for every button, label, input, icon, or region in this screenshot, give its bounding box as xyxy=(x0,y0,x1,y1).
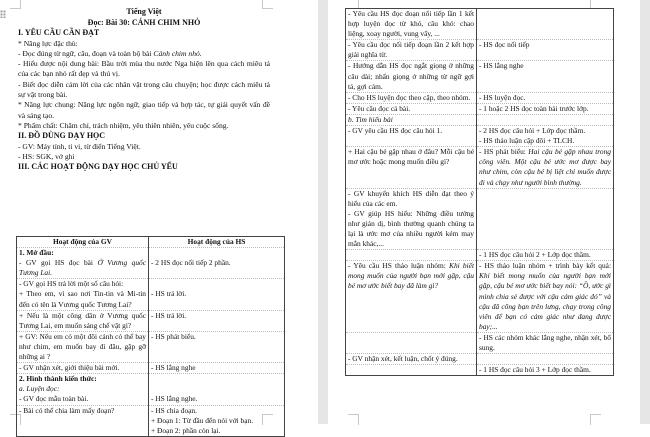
cell-text: - GV yêu cầu HS đọc câu hỏi 1. xyxy=(346,126,477,147)
margin-corner-mark xyxy=(590,414,601,425)
cell-text: - 1 HS đọc câu hỏi 2 + Lớp đọc thầm. xyxy=(477,250,614,261)
cell-text: - Yêu cầu đọc nối tiếp đoạn lần 2 kết hợp giải nghĩa từ. xyxy=(346,40,477,61)
column-header-gv: Hoạt động của GV xyxy=(17,237,149,248)
section-heading: I. YÊU CẦU CẦN ĐẠT xyxy=(18,28,100,37)
cell-text: - HS luyện đọc. xyxy=(477,92,614,103)
cell-text: - Bài có thể chia làm mấy đoạn? xyxy=(17,405,149,436)
cell-text: - GV gọi HS đọc bài xyxy=(19,258,98,268)
cell-text: - GV đọc mẫu toàn bài. xyxy=(19,394,89,404)
cell-text: - 1 hoặc 2 HS đọc toàn bài trước lớp. xyxy=(477,103,614,114)
section-heading: II. ĐỒ DÙNG DẠY HỌC xyxy=(18,131,106,141)
document-page-right xyxy=(328,0,640,424)
cell-text-italic: Khi biết mong muốn của người bạn mới gặp, cậu bé mơ ước biết bay đã làm gì? xyxy=(348,261,475,291)
subject-title: Tiếng Việt xyxy=(126,7,162,16)
cell-text: - 2 HS đọc nối tiếp 2 phần. xyxy=(151,258,231,268)
cell-text: - GV gọi HS trả lời một số câu hỏi: xyxy=(19,279,124,289)
table-row xyxy=(346,354,614,365)
cell-text: - HS phát biểu: xyxy=(479,147,529,157)
table-row xyxy=(346,188,614,250)
cell-heading: 2. Hình thành kiến thức: xyxy=(19,374,97,384)
table-row xyxy=(346,147,614,188)
text-line: - GV: Máy tính, ti vi, từ điển Tiếng Việt. xyxy=(18,141,141,151)
page-gutter xyxy=(318,0,328,424)
table-row xyxy=(346,114,614,125)
cell-text-italic: a. Luyện đọc: xyxy=(19,384,60,394)
table-row xyxy=(346,250,614,261)
cell-text: - Hướng dẫn HS đọc ngắt giọng ở những câu dài; nhấn giọng ở những từ ngữ gợi tả, gợi cảm. xyxy=(346,61,477,92)
cell-text: - GV khuyến khích HS diễn đạt theo ý hiểu của các em. xyxy=(348,188,474,208)
text-line: - Biết đọc diễn cảm lời của các nhân vật trong câu chuyện; học được cách miêu tả sự vật trong bài. xyxy=(18,79,270,99)
text-line: * Phẩm chất: Chăm chỉ, trách nhiệm, yêu thiên nhiên, yêu cuộc sống. xyxy=(18,120,229,130)
cell-text: - HS phát biểu. xyxy=(149,331,285,362)
cell-text: - Cho HS luyện đọc theo cặp, theo nhóm. xyxy=(346,92,477,103)
text-line: * Năng lực chung: Năng lực ngôn ngữ, giao tiếp và hợp tác, tự giải quyết vấn đề và sáng tạo. xyxy=(18,100,270,120)
table-row xyxy=(346,40,614,61)
cell-text: - HS chia đoạn. xyxy=(151,405,197,415)
table-row xyxy=(346,365,614,376)
cell-text-italic: Hai cậu bé gặp nhau trong công viên. Một cậu bé ước mơ được bay như chim, còn cậu bé bị liệt chỉ muốn được đi và chạy như người bình thường. xyxy=(479,147,611,187)
text-line: - Đọc đúng từ ngữ, câu, đoạn và toàn bộ bài Cánh chim nhỏ. xyxy=(18,48,202,58)
cell-text: - HS các nhóm khác lắng nghe, nhận xét, bổ sung. xyxy=(477,332,614,353)
cell-text: + Đoạn 1: Từ đầu đến nói với bạn. xyxy=(151,415,254,425)
table-row xyxy=(17,363,285,374)
page-left-content xyxy=(18,7,270,173)
table-row xyxy=(17,279,285,310)
drag-handle-icon[interactable] xyxy=(0,10,6,18)
table-row xyxy=(17,405,285,436)
table-row xyxy=(346,9,614,40)
table-row xyxy=(17,331,285,362)
cell-text: + Hai cậu bé gặp nhau ở đâu? Mỗi cậu bé mơ ước hoặc mong muốn điều gì? xyxy=(346,147,477,188)
cell-text: + GV: Nếu em có một đôi cánh có thể bay như chim, em muốn bay đi đâu, gặp gỡ những ai ? xyxy=(17,331,149,362)
table-row xyxy=(346,332,614,353)
text-line: - HS: SGK, vở ghi xyxy=(18,151,75,161)
cell-text: - Yêu cầu HS đọc đoạn nối tiếp lần 1 kết hợp luyện đọc từ khó, câu khó: chao liệng, xoay người, vung vẩy, ... xyxy=(346,9,477,40)
margin-corner-mark xyxy=(348,414,359,425)
table-row xyxy=(17,374,285,405)
cell-empty xyxy=(477,188,614,250)
cell-text: - HS trả lời. xyxy=(149,310,285,331)
table-row xyxy=(346,126,614,147)
lesson-title: Đọc: Bài 30: CÁNH CHIM NHỎ xyxy=(87,17,201,27)
cell-empty xyxy=(477,114,614,125)
cell-text-italic: b. Tìm hiểu bài xyxy=(346,114,477,125)
cell-empty xyxy=(346,365,477,376)
cell-text: - GV nhận xét, kết luận, chốt ý đúng. xyxy=(346,354,477,365)
cell-text: - HS lắng nghe xyxy=(477,61,614,92)
cell-text: - Yêu cầu HS thảo luận nhóm: xyxy=(348,261,450,271)
table-row xyxy=(346,103,614,114)
cell-text-italic: Khi biết mong muốn của người bạn mới gặp, cậu bé mơ ước biết bay nói: “Ồ, ước gì mình chia sẻ được với cậu cảm giác đó” và cậu đã cõng bạn trên lưng, chạy trong công viên để bạn có cảm giác như đang được bay;... xyxy=(479,271,611,331)
cell-text: - GV giúp HS hiểu: Những điều tưởng như giản dị, bình thường quanh chúng ta lại là ước mơ của nhiều người kém may mắn khác,... xyxy=(348,208,474,249)
text-line: - Hiểu được nội dung bài: Bầu trời mùa thu nước Nga hiện lên qua cách miêu tả của các bạn nhỏ rất đẹp và thú vị. xyxy=(18,59,270,79)
column-header-hs: Hoạt động của HS xyxy=(149,237,285,248)
cell-text: - 2 HS đọc câu hỏi + Lớp đọc thầm. xyxy=(479,126,586,136)
table-row xyxy=(17,248,285,279)
cell-text: - HS đọc nối tiếp xyxy=(477,40,614,61)
document-page-left xyxy=(0,0,318,435)
cell-empty xyxy=(346,332,477,353)
page-gutter xyxy=(640,0,650,424)
table-row xyxy=(346,261,614,333)
activities-table-left xyxy=(16,236,285,437)
table-row xyxy=(17,310,285,331)
cell-empty xyxy=(477,9,614,40)
cell-text: - HS lắng nghe xyxy=(149,363,285,374)
cell-empty xyxy=(346,250,477,261)
cell-text: - Yêu cầu đọc cả bài. xyxy=(346,103,477,114)
table-row xyxy=(346,61,614,92)
text-line: * Năng lực đặc thù: xyxy=(18,38,78,48)
cell-text-italic: Ở Vương quốc Tương Lai. xyxy=(19,258,146,278)
cell-text: - HS trả lời. xyxy=(151,289,187,299)
activities-table-right xyxy=(345,8,614,376)
cell-text: + Nếu là một công dân ở Vương quốc Tương Lai, em muốn sáng chế vật gì? xyxy=(17,310,149,331)
section-heading: III. CÁC HOẠT ĐỘNG DẠY HỌC CHỦ YẾU xyxy=(18,162,178,172)
cell-empty xyxy=(477,354,614,365)
cell-text: - 1 HS đọc câu hỏi 3 + Lớp đọc thầm. xyxy=(477,365,614,376)
cell-text: - HS lắng nghe. xyxy=(151,394,198,404)
cell-heading: 1. Mở đầu: xyxy=(19,248,54,258)
cell-text: + Đoạn 2: phần còn lại. xyxy=(151,425,221,435)
cell-text: - GV nhận xét, giới thiệu bài mới. xyxy=(17,363,149,374)
table-row xyxy=(346,92,614,103)
cell-text: - HS thảo luận cặp đôi + TLCH. xyxy=(479,136,575,146)
cell-text: - HS thảo luận nhóm + trình bày kết quả: xyxy=(479,261,611,271)
cell-text: + Theo em, vì sao nơi Tin-tin và Mi-tin đến có tên là Vương quốc Tương Lai? xyxy=(19,289,146,309)
